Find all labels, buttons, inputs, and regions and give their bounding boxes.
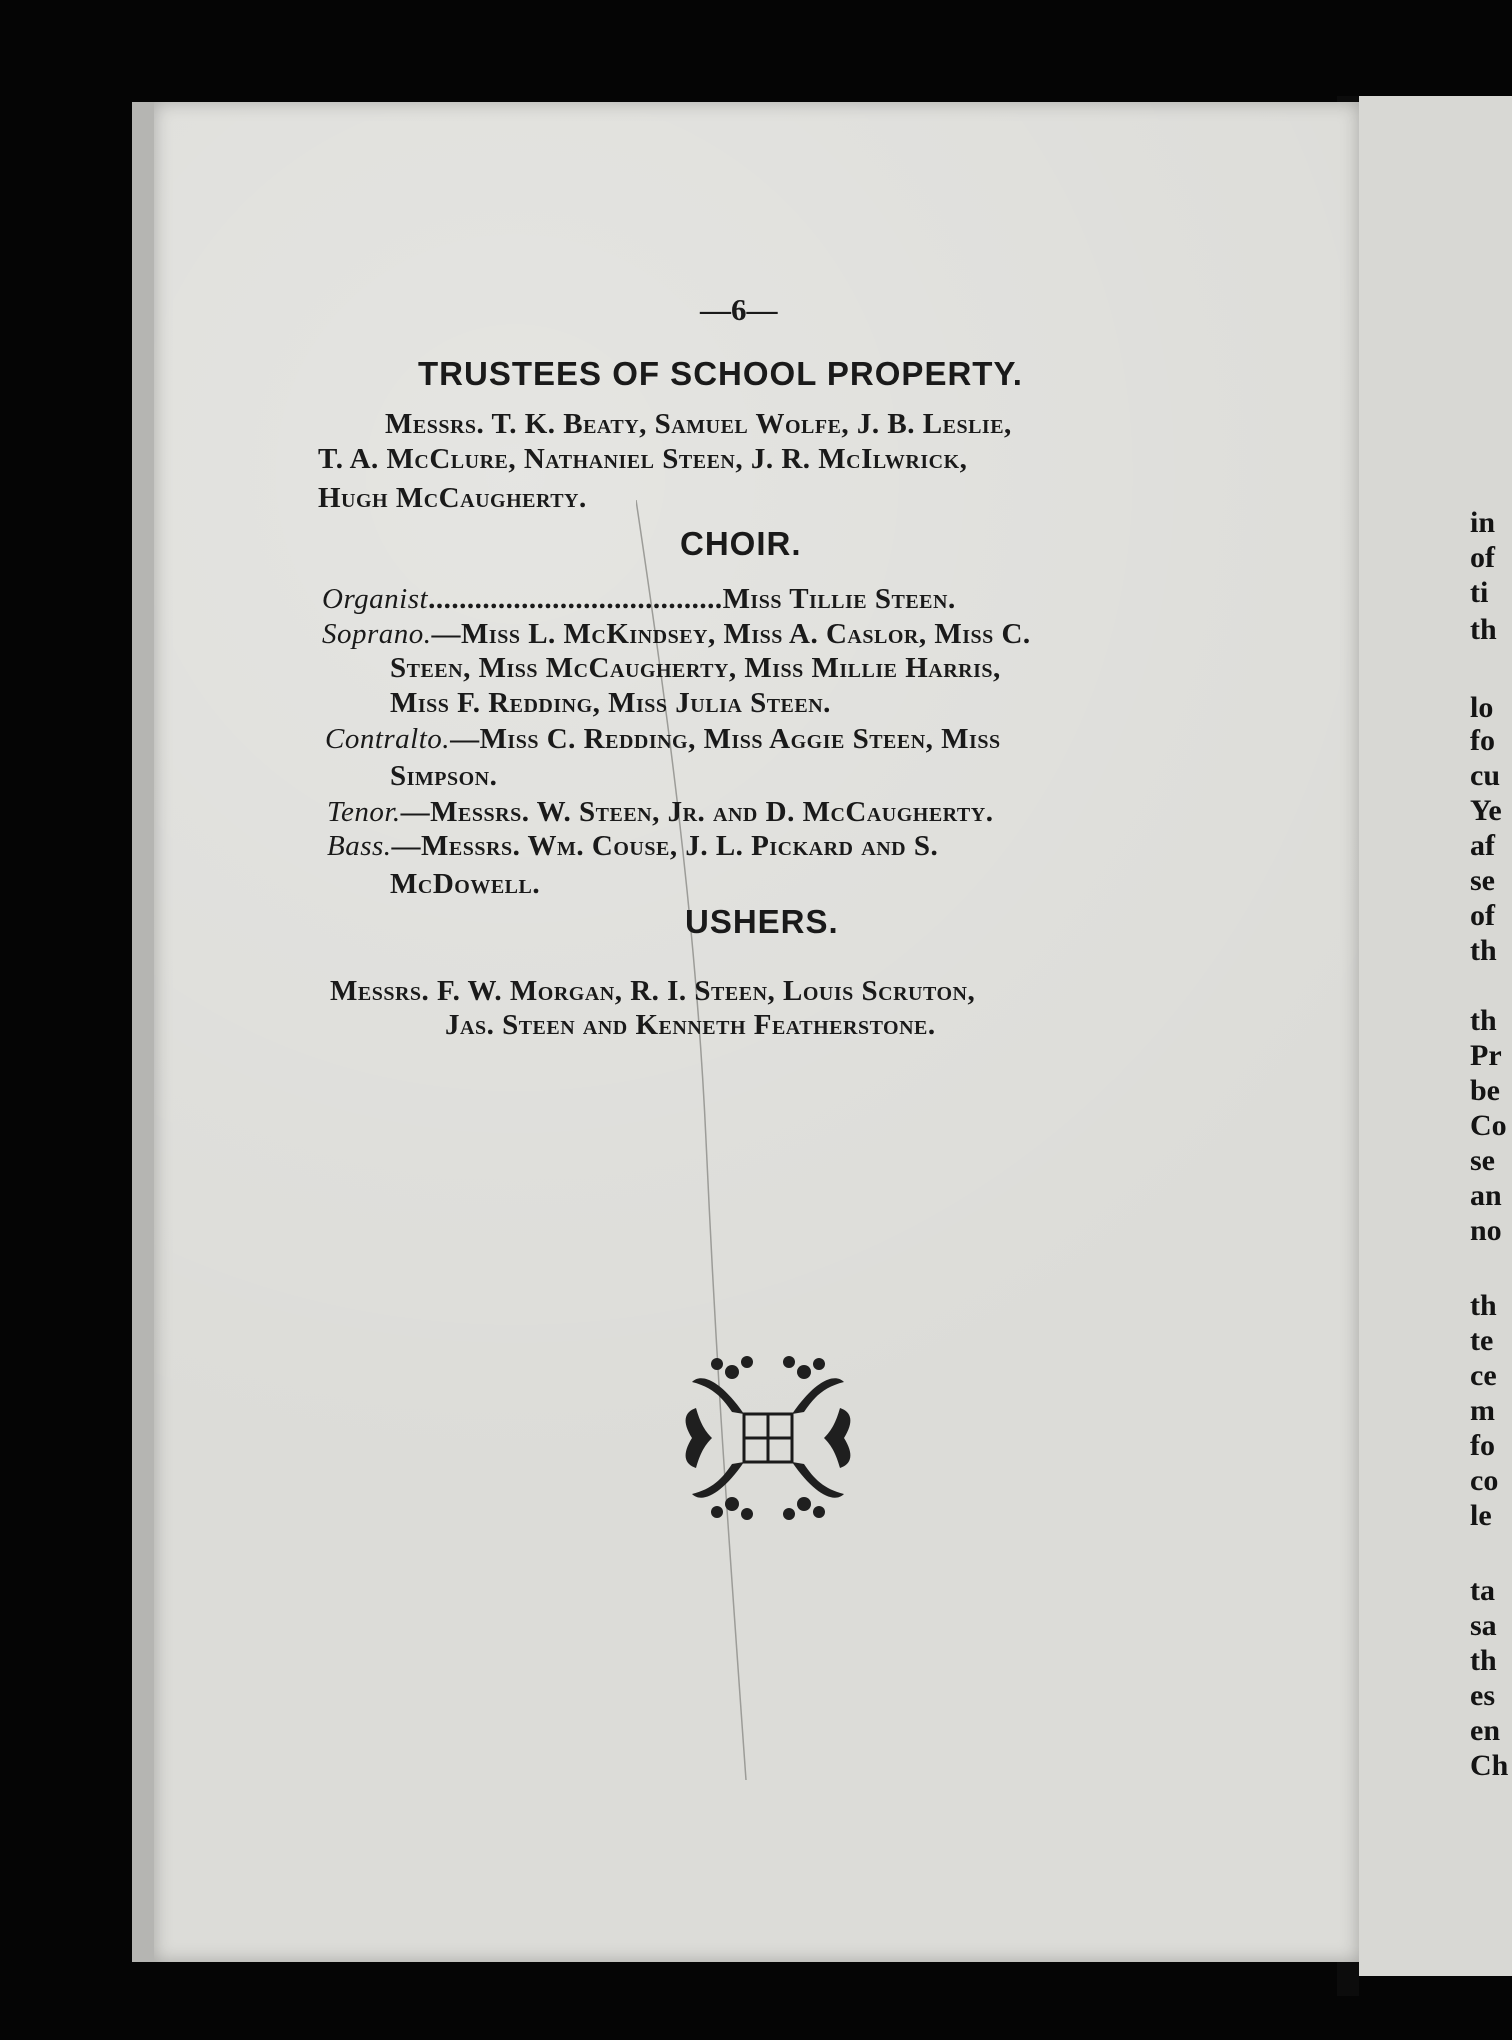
organist-line: [322, 583, 956, 616]
adjacent-page-text-fragment: se: [1470, 1144, 1495, 1177]
adjacent-page-text-fragment: in: [1470, 506, 1496, 539]
organist-role: Organist: [322, 583, 429, 615]
bass-role: Bass.: [327, 830, 392, 862]
tenor-line: [327, 796, 993, 829]
adjacent-page-text-fragment: th: [1470, 1289, 1497, 1322]
bass-names-1: —Messrs. Wm. Couse, J. L. Pickard and S.: [391, 830, 939, 862]
adjacent-page-text-fragment: th: [1470, 934, 1497, 967]
trustees-heading: TRUSTEES OF SCHOOL PROPERTY.: [418, 355, 1023, 392]
ushers-heading: USHERS.: [685, 903, 839, 940]
adjacent-page-text-fragment: fo: [1470, 1429, 1495, 1462]
floral-ornament-icon: [672, 1342, 864, 1534]
adjacent-page-text-fragment: Co: [1470, 1109, 1507, 1142]
adjacent-page-text-fragment: an: [1470, 1179, 1502, 1212]
bass-line-2: McDowell.: [390, 868, 541, 900]
tenor-names: —Messrs. W. Steen, Jr. and D. McCaugherty.: [400, 796, 994, 828]
adjacent-page-text-fragment: be: [1470, 1074, 1500, 1107]
adjacent-page-text-fragment: lo: [1470, 691, 1494, 724]
adjacent-page-text-fragment: th: [1470, 1644, 1497, 1677]
organist-leader-dots: ......................................: [428, 583, 723, 615]
page-number: —6—: [700, 292, 778, 327]
adjacent-page-text-fragment: th: [1470, 613, 1497, 646]
trustees-line-2: T. A. McClure, Nathaniel Steen, J. R. McIlwrick,: [318, 443, 968, 475]
adjacent-page-text-fragment: cu: [1470, 759, 1500, 792]
adjacent-page-text-fragment: te: [1470, 1324, 1494, 1357]
adjacent-page-text-fragment: Pr: [1470, 1039, 1502, 1072]
trustees-line-1: Messrs. T. K. Beaty, Samuel Wolfe, J. B. Leslie,: [385, 408, 1012, 440]
bass-line-1: [327, 830, 938, 863]
adjacent-page-text-fragment: of: [1470, 899, 1495, 932]
tenor-role: Tenor.: [327, 796, 401, 828]
soprano-names-1: —Miss L. McKindsey, Miss A. Caslor, Miss C.: [431, 618, 1031, 650]
adjacent-page-text-fragment: of: [1470, 541, 1495, 574]
adjacent-page-text-fragment: m: [1470, 1394, 1495, 1427]
contralto-names-1: —Miss C. Redding, Miss Aggie Steen, Miss: [450, 723, 1001, 755]
adjacent-page-text-fragment: se: [1470, 864, 1495, 897]
trustees-line-3: Hugh McCaugherty.: [318, 482, 587, 514]
choir-heading: CHOIR.: [680, 525, 802, 562]
contralto-line-1: [325, 723, 1001, 756]
contralto-line-2: Simpson.: [390, 760, 498, 792]
soprano-role: Soprano.: [322, 618, 432, 650]
contralto-role: Contralto.: [325, 723, 451, 755]
adjacent-page-text-fragment: Ye: [1470, 794, 1502, 827]
adjacent-page-text-fragment: ti: [1470, 576, 1489, 609]
ushers-line-2: Jas. Steen and Kenneth Featherstone.: [445, 1009, 936, 1041]
adjacent-page-text-fragment: co: [1470, 1464, 1499, 1497]
adjacent-page-text-fragment: le: [1470, 1499, 1492, 1532]
adjacent-page-text-fragment: en: [1470, 1714, 1500, 1747]
soprano-line-2: Steen, Miss McCaugherty, Miss Millie Harris,: [390, 652, 1001, 684]
ushers-line-1: Messrs. F. W. Morgan, R. I. Steen, Louis Scruton,: [330, 975, 976, 1007]
adjacent-page-text-fragment: af: [1470, 829, 1495, 862]
adjacent-page-text-fragment: ta: [1470, 1574, 1495, 1607]
adjacent-page-text-fragment: es: [1470, 1679, 1495, 1712]
organist-name: Miss Tillie Steen.: [722, 583, 956, 615]
adjacent-page-text-fragment: Ch: [1470, 1749, 1509, 1782]
soprano-line-3: Miss F. Redding, Miss Julia Steen.: [390, 687, 831, 719]
adjacent-page-text-fragment: th: [1470, 1004, 1497, 1037]
adjacent-page-text-fragment: ce: [1470, 1359, 1497, 1392]
adjacent-page-text-fragment: sa: [1470, 1609, 1497, 1642]
soprano-line-1: [322, 618, 1031, 651]
adjacent-page-text-fragment: no: [1470, 1214, 1502, 1247]
adjacent-page-text-fragment: fo: [1470, 724, 1495, 757]
